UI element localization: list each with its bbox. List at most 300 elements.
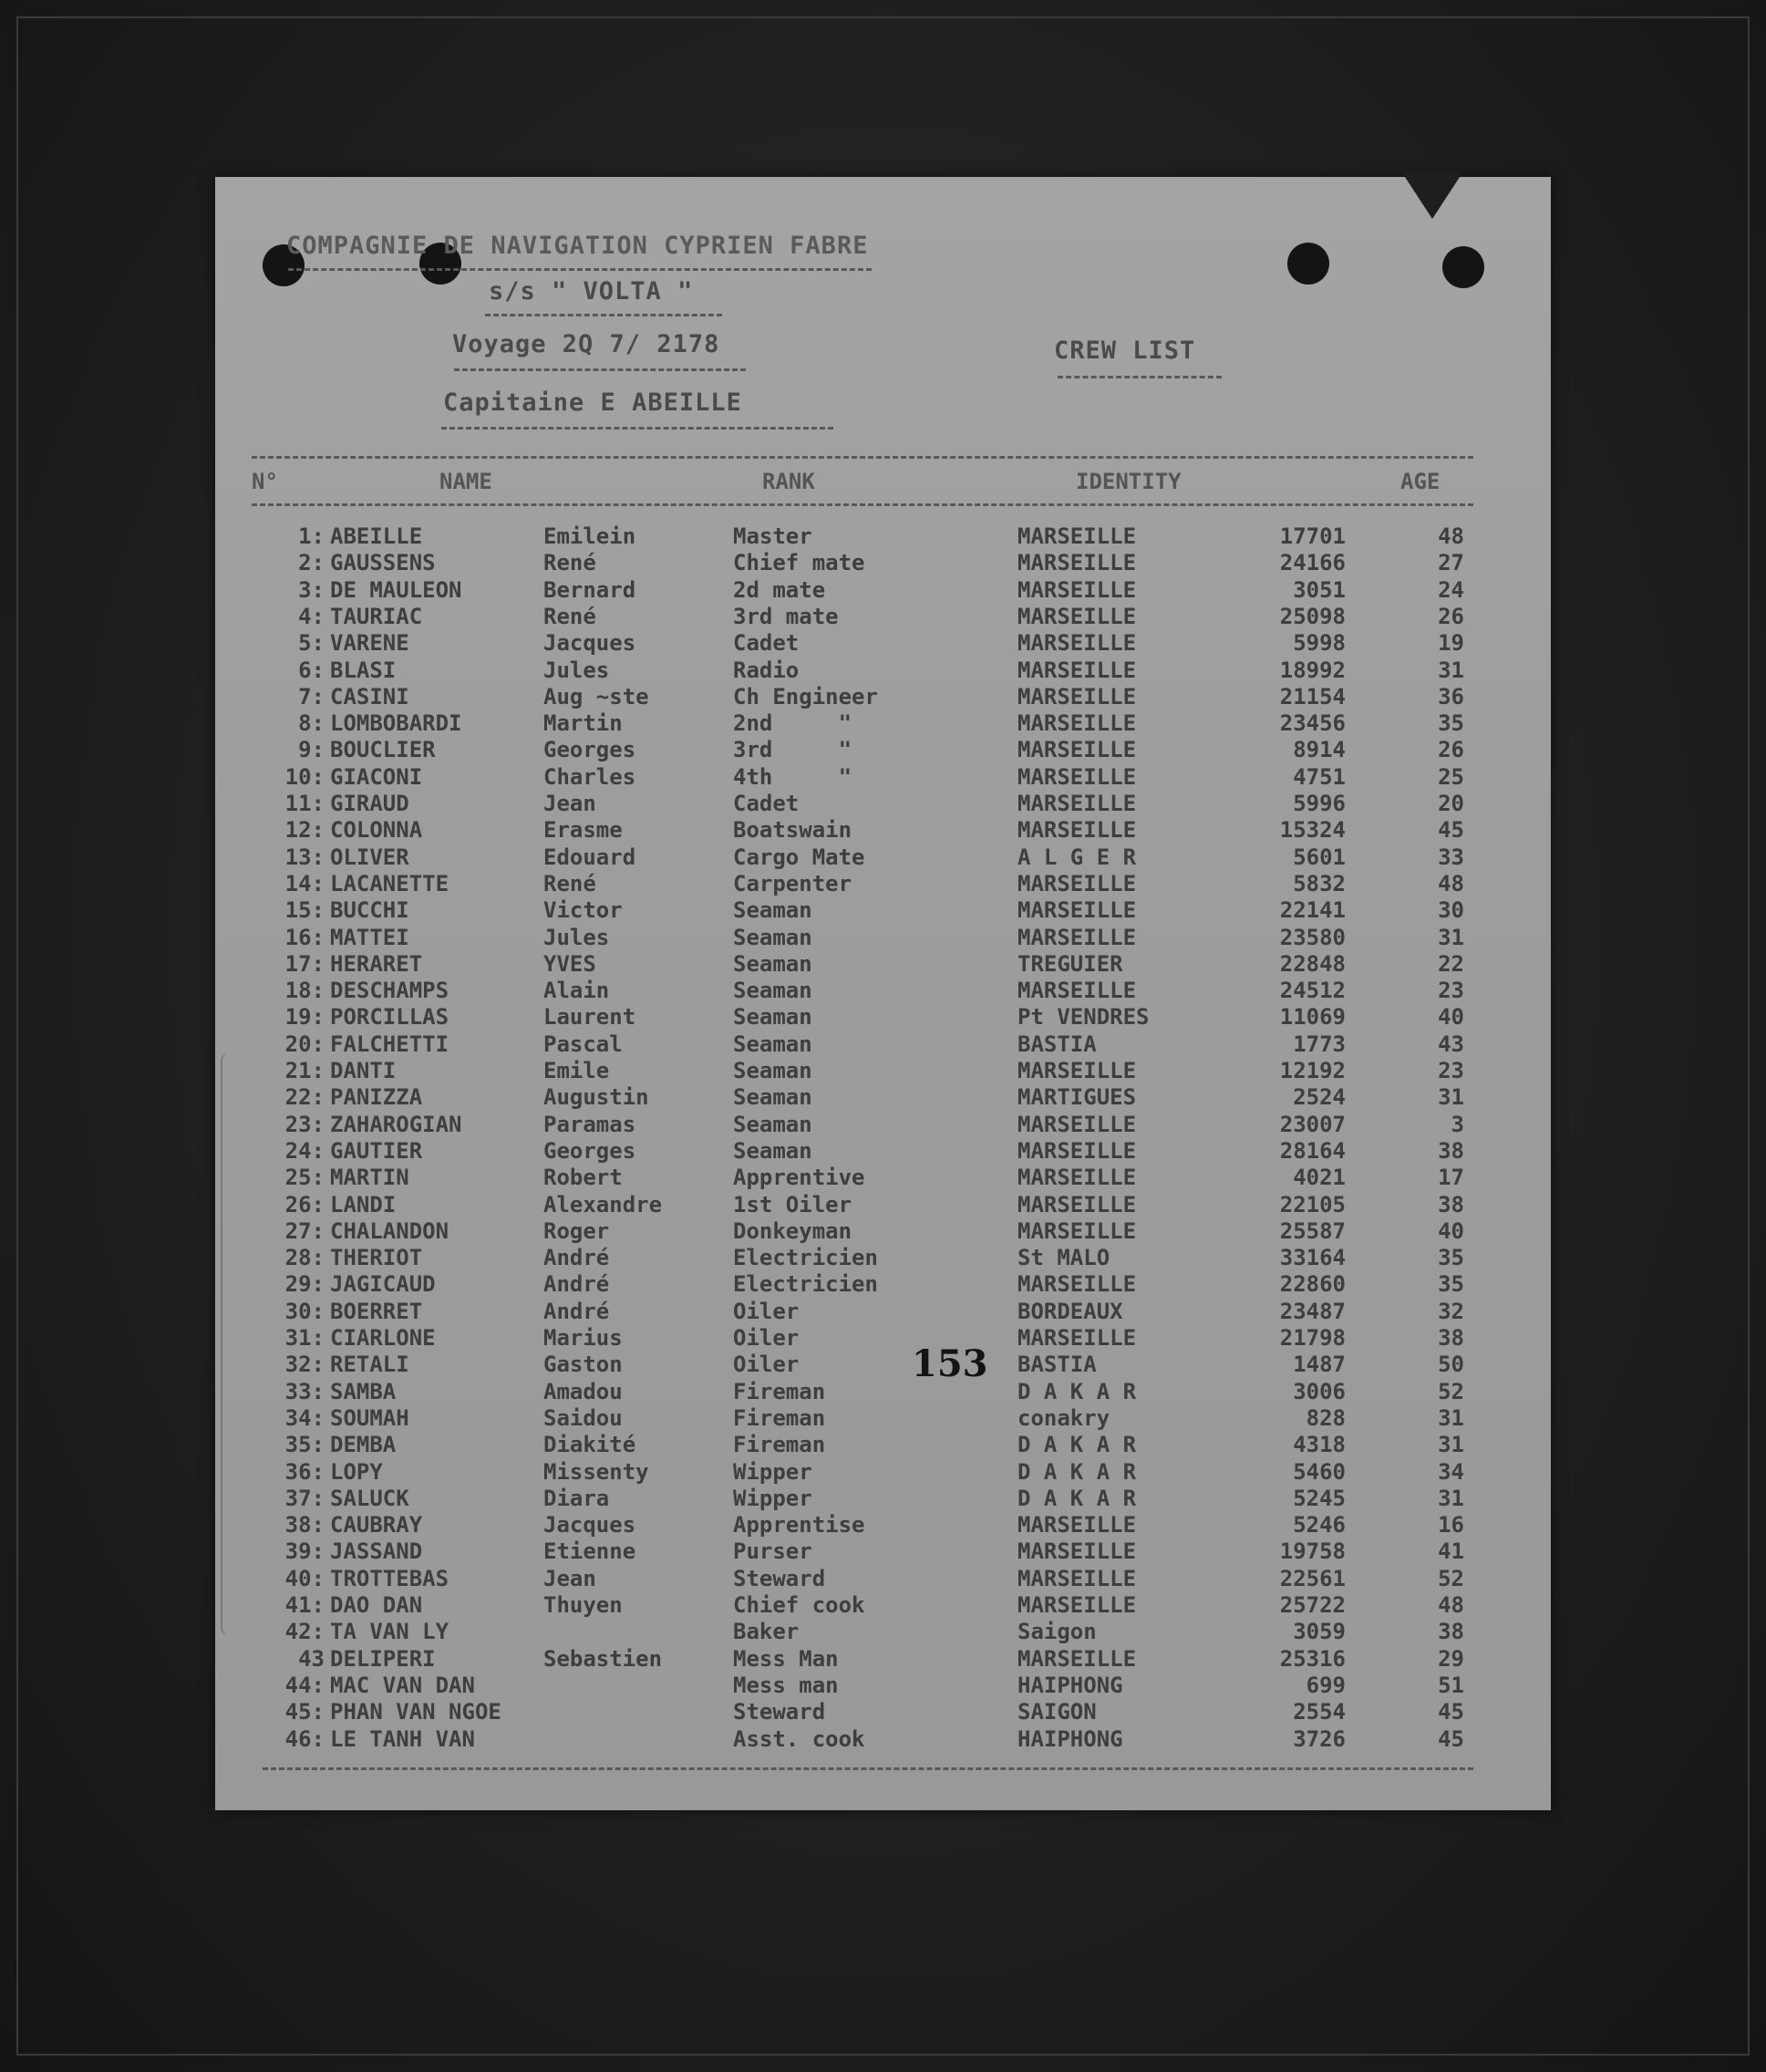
crew-number: 1: [298,523,325,549]
crew-identity-number: 22141 [1279,897,1346,924]
crew-age: 17 [1438,1165,1464,1191]
crew-number: 20: [284,1031,325,1057]
crew-place: MARSEILLE [1017,1217,1137,1244]
crew-number: 6: [298,657,325,683]
crew-rank: Baker [733,1619,800,1645]
crew-rank: Cargo Mate [733,844,865,870]
crew-age: 31 [1438,657,1464,683]
crew-number: 23: [284,1111,325,1137]
table-row [215,1138,1551,1165]
crew-rank: Wipper [733,1458,812,1485]
crew-age: 40 [1438,1217,1464,1244]
crew-age: 38 [1438,1137,1464,1164]
table-row [215,684,1551,710]
crew-identity-number: 1487 [1293,1352,1346,1378]
table-row [215,1031,1551,1058]
crew-identity-number: 5998 [1293,630,1346,657]
crew-surname: THERIOT [330,1245,423,1271]
table-row [215,1673,1551,1699]
crew-first-name: Edouard [543,844,636,870]
crew-surname: GIACONI [330,763,423,790]
crew-identity-number: 23580 [1279,924,1346,950]
crew-surname: VARENE [330,630,409,657]
crew-identity-number: 5460 [1293,1458,1346,1485]
crew-age: 52 [1438,1378,1464,1404]
crew-place: MARSEILLE [1017,924,1137,950]
crew-place: MARSEILLE [1017,1137,1137,1164]
crew-rank: 2d mate [733,576,826,603]
crew-identity-number: 22848 [1279,950,1346,977]
crew-number: 11: [284,791,325,816]
crew-surname: DELIPERI [330,1645,436,1672]
crew-first-name: Robert [543,1165,623,1191]
crew-surname: LE TANH VAN [330,1725,475,1752]
crew-surname: MARTIN [330,1165,409,1191]
crew-place: D A K A R [1017,1378,1137,1404]
crew-number: 26: [284,1191,325,1217]
crew-age: 34 [1438,1458,1464,1485]
table-row [215,1486,1551,1512]
crew-age: 38 [1438,1325,1464,1351]
crew-rank: Fireman [733,1378,826,1404]
crew-rank: Fireman [733,1404,826,1431]
crew-age: 20 [1438,791,1464,816]
crew-place: MARSEILLE [1017,1165,1137,1191]
crew-place: D A K A R [1017,1432,1137,1458]
crew-age: 16 [1438,1512,1464,1538]
crew-surname: PORCILLAS [330,1004,449,1031]
crew-place: SAIGON [1017,1699,1097,1725]
crew-first-name: Sebastien [543,1645,663,1672]
crew-place: MARSEILLE [1017,1592,1137,1618]
crew-place: MARTIGUES [1017,1084,1137,1111]
crew-place: MARSEILLE [1017,737,1137,763]
crew-place: BASTIA [1017,1031,1097,1057]
torn-corner [1401,171,1463,219]
crew-list-page [215,177,1551,1810]
table-header-rule [252,503,1473,506]
crew-first-name: Jacques [543,630,636,657]
crew-surname: MAC VAN DAN [330,1672,475,1698]
list-title: CREW LIST [1054,337,1196,365]
crew-number: 46: [284,1725,325,1752]
table-row [215,1271,1551,1298]
crew-surname: ABEILLE [330,523,423,549]
crew-age: 23 [1438,1058,1464,1083]
header-rule [441,427,833,430]
crew-number: 22: [284,1084,325,1111]
crew-age: 25 [1438,763,1464,790]
crew-surname: PHAN VAN NGOE [330,1699,501,1725]
crew-surname: GIRAUD [330,791,409,816]
crew-rank: 1st Oiler [733,1191,852,1217]
crew-first-name: André [543,1245,610,1271]
crew-number: 18: [284,978,325,1004]
crew-age: 29 [1438,1645,1464,1672]
crew-number: 16: [284,924,325,950]
crew-age: 45 [1438,1725,1464,1752]
crew-surname: GAUSSENS [330,550,436,576]
crew-surname: JASSAND [330,1538,423,1565]
crew-number: 31: [284,1325,325,1351]
crew-rank: Steward [733,1565,826,1591]
crew-identity-number: 3726 [1293,1725,1346,1752]
crew-identity-number: 2554 [1293,1699,1346,1725]
crew-identity-number: 22105 [1279,1191,1346,1217]
crew-identity-number: 21798 [1279,1325,1346,1351]
crew-surname: CASINI [330,683,409,710]
crew-first-name: Etienne [543,1538,636,1565]
crew-identity-number: 3051 [1293,576,1346,603]
table-row [215,577,1551,604]
crew-number: 17: [284,950,325,977]
table-row [215,951,1551,978]
crew-surname: TA VAN LY [330,1619,449,1645]
crew-rank: Apprentive [733,1165,865,1191]
table-row [215,1112,1551,1138]
crew-age: 26 [1438,737,1464,763]
crew-first-name: Laurent [543,1004,636,1031]
table-row [215,1619,1551,1645]
crew-place: MARSEILLE [1017,897,1137,924]
crew-number: 8: [298,710,325,737]
crew-identity-number: 3006 [1293,1378,1346,1404]
crew-rank: 2nd " [733,710,852,737]
table-row [215,1592,1551,1619]
crew-first-name: Alexandre [543,1191,663,1217]
crew-identity-number: 17701 [1279,523,1346,549]
crew-number: 3: [298,576,325,603]
crew-number: 29: [284,1271,325,1298]
crew-identity-number: 25722 [1279,1592,1346,1618]
crew-rank: 3rd mate [733,603,839,629]
crew-surname: DESCHAMPS [330,978,449,1004]
table-row [215,925,1551,951]
crew-surname: CHALANDON [330,1217,449,1244]
crew-place: MARSEILLE [1017,1191,1137,1217]
crew-first-name: René [543,603,596,629]
crew-surname: TROTTEBAS [330,1565,449,1591]
crew-age: 30 [1438,897,1464,924]
crew-age: 31 [1438,1485,1464,1511]
crew-age: 48 [1438,1592,1464,1618]
crew-surname: MATTEI [330,924,409,950]
crew-identity-number: 23487 [1279,1298,1346,1324]
crew-first-name: Jean [543,791,596,816]
crew-number: 36: [284,1458,325,1485]
crew-identity-number: 4318 [1293,1432,1346,1458]
crew-rank: Fireman [733,1432,826,1458]
crew-identity-number: 25098 [1279,603,1346,629]
crew-rank: Boatswain [733,817,852,844]
crew-first-name: René [543,870,596,896]
crew-surname: BUCCHI [330,897,409,924]
crew-place: A L G E R [1017,844,1137,870]
crew-identity-number: 11069 [1279,1004,1346,1031]
crew-rank: Cadet [733,630,800,657]
crew-surname: BOUCLIER [330,737,436,763]
crew-age: 48 [1438,523,1464,549]
crew-age: 38 [1438,1191,1464,1217]
crew-identity-number: 4021 [1293,1165,1346,1191]
crew-identity-number: 23007 [1279,1111,1346,1137]
table-row [215,523,1551,550]
crew-first-name: Augustin [543,1084,649,1111]
crew-rank: Ch Engineer [733,683,878,710]
crew-first-name: Amadou [543,1378,623,1404]
crew-age: 35 [1438,710,1464,737]
crew-first-name: Aug ~ste [543,683,649,710]
crew-rank: Donkeyman [733,1217,852,1244]
crew-first-name: Thuyen [543,1592,623,1618]
crew-first-name: Jules [543,924,610,950]
punch-hole [1442,246,1484,288]
crew-number: 38: [284,1512,325,1538]
crew-age: 31 [1438,924,1464,950]
crew-first-name: André [543,1271,610,1298]
crew-rank: Seaman [733,1084,812,1111]
crew-number: 37: [284,1485,325,1511]
crew-identity-number: 699 [1306,1672,1346,1698]
crew-number: 35: [284,1432,325,1458]
crew-surname: SOUMAH [330,1404,409,1431]
crew-surname: LOMBOBARDI [330,710,462,737]
crew-first-name: Jacques [543,1512,636,1538]
crew-number: 27: [284,1217,325,1244]
crew-number: 42: [284,1619,325,1645]
crew-rank: Master [733,523,812,549]
table-row [215,871,1551,897]
crew-place: MARSEILLE [1017,870,1137,896]
crew-number: 10: [284,763,325,790]
crew-surname: HERARET [330,950,423,977]
table-row [215,844,1551,871]
crew-identity-number: 12192 [1279,1058,1346,1083]
crew-place: MARSEILLE [1017,683,1137,710]
crew-first-name: YVES [543,950,596,977]
crew-rank: Carpenter [733,870,852,896]
crew-surname: BLASI [330,657,397,683]
crew-number: 12: [284,817,325,844]
table-row [215,658,1551,684]
table-row [215,897,1551,924]
crew-place: BASTIA [1017,1352,1097,1378]
crew-number: 45: [284,1699,325,1725]
crew-place: MARSEILLE [1017,657,1137,683]
crew-identity-number: 5246 [1293,1512,1346,1538]
crew-number: 28: [284,1245,325,1271]
table-row [215,604,1551,630]
crew-rank: Seaman [733,1137,812,1164]
crew-number: 21: [284,1058,325,1083]
column-header-no: N° [252,469,278,494]
crew-rank: Asst. cook [733,1725,865,1752]
crew-age: 19 [1438,630,1464,657]
crew-first-name: Jules [543,657,610,683]
table-row [215,1058,1551,1084]
table-row [215,1352,1551,1378]
crew-place: MARSEILLE [1017,1645,1137,1672]
crew-identity-number: 15324 [1279,817,1346,844]
table-row [215,1538,1551,1565]
crew-age: 43 [1438,1031,1464,1057]
table-row [215,1459,1551,1486]
crew-number: 44: [284,1672,325,1698]
crew-first-name: Erasme [543,817,623,844]
crew-surname: PANIZZA [330,1084,423,1111]
crew-rank: Electricien [733,1271,878,1298]
crew-identity-number: 24166 [1279,550,1346,576]
table-row [215,1646,1551,1673]
crew-age: 31 [1438,1432,1464,1458]
crew-identity-number: 5245 [1293,1485,1346,1511]
crew-number: 14: [284,870,325,896]
crew-number: 19: [284,1004,325,1031]
crew-surname: CAUBRAY [330,1512,423,1538]
crew-first-name: Marius [543,1325,623,1351]
crew-first-name: Martin [543,710,623,737]
crew-first-name: Missenty [543,1458,649,1485]
crew-first-name: Emilein [543,523,636,549]
crew-identity-number: 22561 [1279,1565,1346,1591]
crew-first-name: Diakité [543,1432,636,1458]
crew-place: MARSEILLE [1017,1512,1137,1538]
crew-place: MARSEILLE [1017,523,1137,549]
crew-identity-number: 5832 [1293,870,1346,896]
crew-rank: Seaman [733,1111,812,1137]
crew-age: 31 [1438,1084,1464,1111]
crew-surname: OLIVER [330,844,409,870]
crew-first-name: Pascal [543,1031,623,1057]
table-row [215,764,1551,791]
column-header-name: NAME [439,469,492,494]
crew-age: 35 [1438,1245,1464,1271]
crew-first-name: Emile [543,1058,610,1083]
crew-surname: TAURIAC [330,603,423,629]
crew-number: 40: [284,1565,325,1591]
crew-identity-number: 22860 [1279,1271,1346,1298]
crew-rank: Chief mate [733,550,865,576]
crew-number: 30: [284,1298,325,1324]
crew-place: MARSEILLE [1017,1111,1137,1137]
crew-surname: JAGICAUD [330,1271,436,1298]
ship-name: s/s " VOLTA " [489,277,694,306]
crew-place: MARSEILLE [1017,550,1137,576]
crew-first-name: Diara [543,1485,610,1511]
crew-identity-number: 18992 [1279,657,1346,683]
crew-age: 45 [1438,1699,1464,1725]
crew-first-name: Bernard [543,576,636,603]
table-row [215,630,1551,657]
crew-rank: Seaman [733,1004,812,1031]
crew-place: HAIPHONG [1017,1725,1123,1752]
crew-age: 31 [1438,1404,1464,1431]
crew-surname: DAO DAN [330,1592,423,1618]
crew-number: 15: [284,897,325,924]
crew-rank: Seaman [733,950,812,977]
crew-surname: SAMBA [330,1378,397,1404]
crew-identity-number: 21154 [1279,683,1346,710]
crew-rank: Seaman [733,1031,812,1057]
table-row [215,1004,1551,1031]
crew-first-name: Charles [543,763,636,790]
crew-age: 48 [1438,870,1464,896]
column-header-rank: RANK [762,469,815,494]
table-row [215,978,1551,1004]
table-row [215,737,1551,763]
table-row [215,1192,1551,1218]
crew-identity-number: 25587 [1279,1217,1346,1244]
crew-identity-number: 1773 [1293,1031,1346,1057]
crew-identity-number: 3059 [1293,1619,1346,1645]
crew-number: 2: [298,550,325,576]
table-row [215,791,1551,817]
crew-identity-number: 23456 [1279,710,1346,737]
crew-rank: Seaman [733,897,812,924]
crew-rank: Oiler [733,1298,800,1324]
crew-rank: Electricien [733,1245,878,1271]
crew-rank: Cadet [733,791,800,816]
crew-first-name: André [543,1298,610,1324]
table-row [215,1325,1551,1352]
crew-first-name: Georges [543,1137,636,1164]
crew-rank: Radio [733,657,800,683]
crew-surname: DEMBA [330,1432,397,1458]
crew-first-name: Victor [543,897,623,924]
crew-identity-number: 2524 [1293,1084,1346,1111]
crew-surname: LANDI [330,1191,397,1217]
crew-identity-number: 5601 [1293,844,1346,870]
crew-rank: Chief cook [733,1592,865,1618]
crew-place: MARSEILLE [1017,763,1137,790]
crew-number: 4: [298,603,325,629]
crew-age: 38 [1438,1619,1464,1645]
punch-hole [1287,243,1329,285]
table-row [215,817,1551,844]
crew-surname: DE MAULEON [330,576,462,603]
crew-number: 13: [284,844,325,870]
crew-rank: 4th " [733,763,852,790]
crew-number: 32: [284,1352,325,1378]
crew-identity-number: 25316 [1279,1645,1346,1672]
crew-age: 36 [1438,683,1464,710]
crew-place: MARSEILLE [1017,791,1137,816]
crew-place: MARSEILLE [1017,630,1137,657]
crew-identity-number: 28164 [1279,1137,1346,1164]
crew-rank: Mess man [733,1672,839,1698]
crew-identity-number: 828 [1306,1404,1346,1431]
crew-age: 22 [1438,950,1464,977]
table-row [215,710,1551,737]
table-row [215,1299,1551,1325]
crew-rank: Seaman [733,924,812,950]
crew-surname: GAUTIER [330,1137,423,1164]
crew-place: MARSEILLE [1017,576,1137,603]
crew-first-name: Georges [543,737,636,763]
crew-surname: LACANETTE [330,870,449,896]
table-bottom-rule [263,1767,1473,1770]
crew-place: MARSEILLE [1017,1271,1137,1298]
crew-place: MARSEILLE [1017,710,1137,737]
crew-first-name: Jean [543,1565,596,1591]
crew-place: MARSEILLE [1017,1325,1137,1351]
crew-number: 7: [298,683,325,710]
crew-identity-number: 19758 [1279,1538,1346,1565]
header-rule [485,314,722,316]
table-row [215,1566,1551,1592]
crew-surname: COLONNA [330,817,423,844]
crew-place: BORDEAUX [1017,1298,1123,1324]
